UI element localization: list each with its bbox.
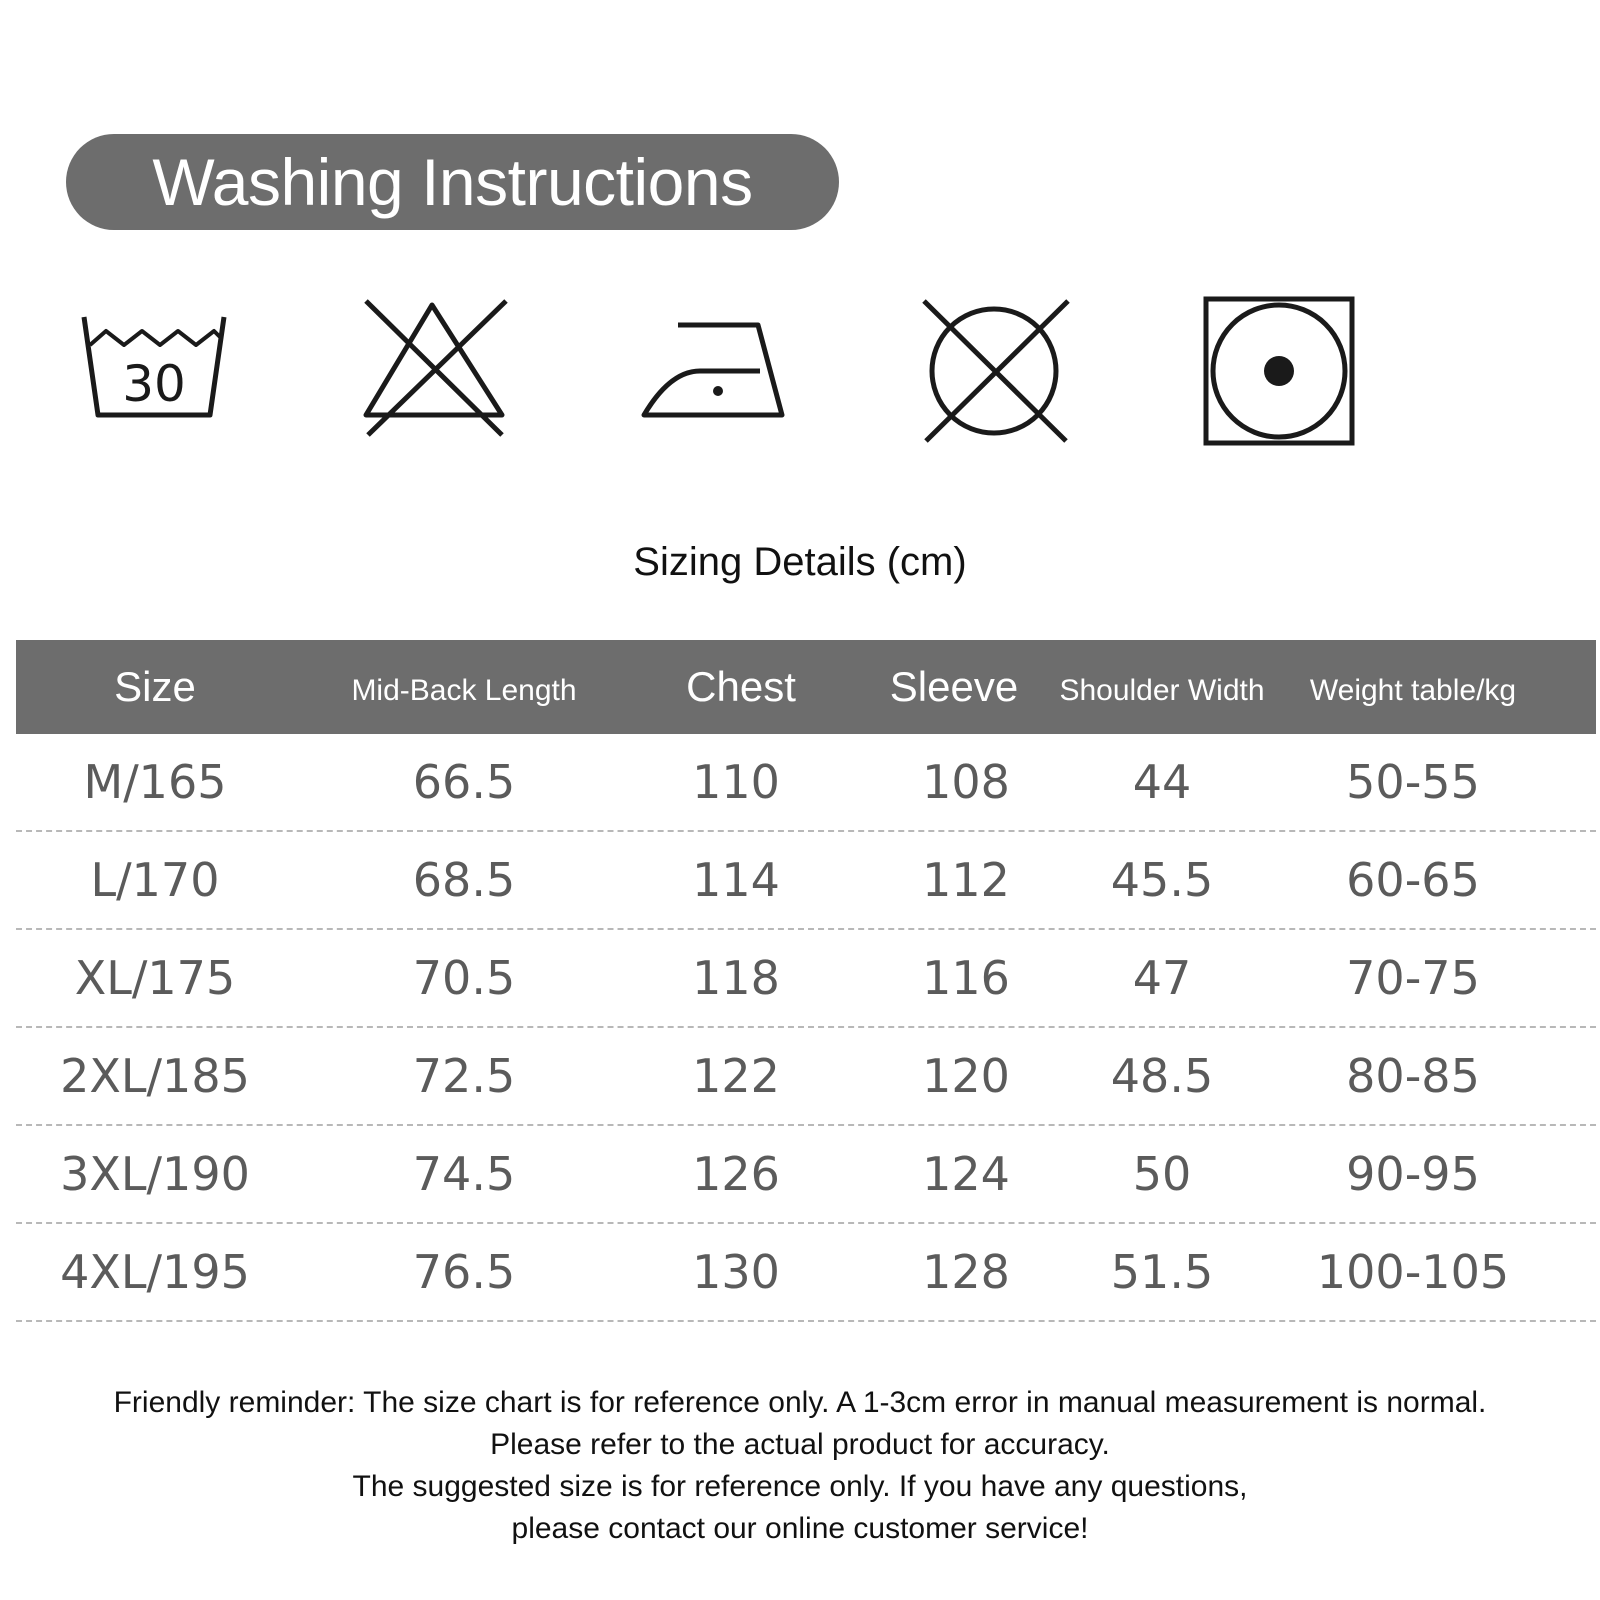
table-row: [16, 1224, 1596, 1322]
cell-shoulder-width: 48.5: [1110, 1049, 1214, 1103]
washing-instructions-banner: [66, 134, 839, 230]
cell-weight: 70-75: [1346, 951, 1480, 1005]
header-weight-table: Weight table/kg: [1309, 674, 1517, 707]
table-row: [16, 832, 1596, 930]
header-sleeve: Sleeve: [889, 663, 1019, 710]
wash-30-icon: [76, 295, 236, 455]
reminder-line: Please refer to the actual product for accuracy.: [490, 1428, 1110, 1461]
cell-size: L/170: [90, 853, 220, 907]
wash-temperature-label: 30: [122, 355, 186, 413]
cell-size: 4XL/195: [60, 1245, 250, 1299]
table-row: [16, 1028, 1596, 1126]
reminder-line: The suggested size is for reference only. If you have any questions,: [352, 1470, 1248, 1503]
cell-mid-back-length: 68.5: [412, 853, 516, 907]
cell-sleeve: 124: [922, 1147, 1010, 1201]
washing-instructions-title: Washing Instructions: [152, 145, 753, 219]
table-row: [16, 734, 1596, 832]
cell-shoulder-width: 51.5: [1110, 1245, 1214, 1299]
friendly-reminder: [0, 1382, 1600, 1550]
iron-low-heat-icon: [640, 295, 800, 455]
cell-chest: 114: [692, 853, 780, 907]
cell-weight: 90-95: [1346, 1147, 1480, 1201]
cell-weight: 100-105: [1316, 1245, 1510, 1299]
cell-weight: 60-65: [1346, 853, 1480, 907]
header-shoulder-width: Shoulder Width: [1059, 674, 1265, 707]
cell-chest: 110: [692, 755, 780, 809]
cell-size: XL/175: [74, 951, 236, 1005]
cell-sleeve: 120: [922, 1049, 1010, 1103]
cell-size: 2XL/185: [60, 1049, 250, 1103]
sizing-details-title: Sizing Details (cm): [633, 540, 967, 584]
cell-mid-back-length: 70.5: [412, 951, 516, 1005]
tumble-dry-low-icon: [1202, 295, 1362, 455]
cell-sleeve: 112: [922, 853, 1010, 907]
cell-shoulder-width: 45.5: [1110, 853, 1214, 907]
cell-sleeve: 116: [922, 951, 1010, 1005]
cell-chest: 122: [692, 1049, 780, 1103]
table-row: [16, 930, 1596, 1028]
cell-size: M/165: [83, 755, 227, 809]
reminder-line: Friendly reminder: The size chart is for reference only. A 1-3cm error in manual measurement is normal.: [113, 1386, 1487, 1419]
cell-sleeve: 108: [922, 755, 1010, 809]
table-row: [16, 1126, 1596, 1224]
cell-weight: 50-55: [1346, 755, 1480, 809]
do-not-bleach-icon: [362, 295, 522, 455]
cell-shoulder-width: 50: [1132, 1147, 1192, 1201]
cell-mid-back-length: 74.5: [412, 1147, 516, 1201]
size-table: [16, 640, 1596, 1322]
cell-chest: 130: [692, 1245, 780, 1299]
table-header-row: [16, 640, 1596, 734]
cell-weight: 80-85: [1346, 1049, 1480, 1103]
cell-size: 3XL/190: [60, 1147, 250, 1201]
reminder-line: please contact our online customer service!: [511, 1512, 1089, 1545]
cell-mid-back-length: 76.5: [412, 1245, 516, 1299]
care-icons-row: [0, 295, 1600, 455]
cell-mid-back-length: 72.5: [412, 1049, 516, 1103]
cell-shoulder-width: 47: [1132, 951, 1192, 1005]
cell-sleeve: 128: [922, 1245, 1010, 1299]
header-size: Size: [114, 663, 196, 710]
cell-shoulder-width: 44: [1132, 755, 1192, 809]
cell-chest: 118: [692, 951, 780, 1005]
do-not-dry-clean-icon: [920, 295, 1080, 455]
cell-mid-back-length: 66.5: [412, 755, 516, 809]
header-mid-back-length: Mid-Back Length: [351, 674, 577, 707]
cell-chest: 126: [692, 1147, 780, 1201]
header-chest: Chest: [686, 663, 796, 710]
